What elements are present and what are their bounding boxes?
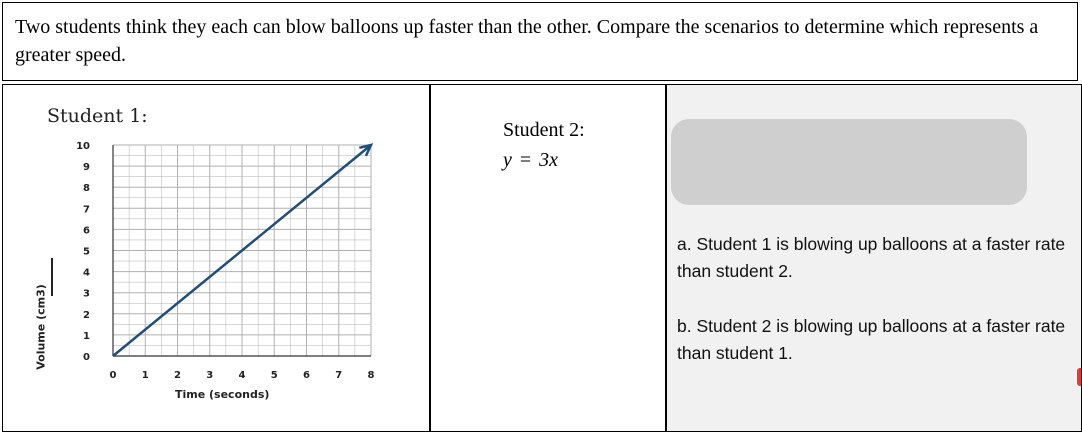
x-tick-label: 1 <box>141 370 149 381</box>
scenario-table-row <box>2 84 1082 432</box>
x-tick-label: 3 <box>206 370 214 381</box>
edge-marker <box>1077 368 1081 386</box>
y-tick-label: 3 <box>83 288 90 300</box>
equation-lhs: y <box>503 149 512 171</box>
y-tick-label: 8 <box>83 183 90 195</box>
y-tick-label: 10 <box>76 141 90 152</box>
y-tick-label: 0 <box>83 352 90 363</box>
y-tick-label: 1 <box>83 330 90 342</box>
y-tick-label: 7 <box>83 204 90 216</box>
student1-title: Student 1: <box>47 105 148 127</box>
x-tick-label: 5 <box>270 370 278 381</box>
x-tick-label: 2 <box>174 370 181 381</box>
x-tick-label: 6 <box>303 370 310 381</box>
y-tick-label: 6 <box>83 225 90 237</box>
student2-title: Student 2: <box>503 119 585 141</box>
x-tick-label: 4 <box>238 370 246 381</box>
student2-equation <box>503 149 558 172</box>
equation-equals: = <box>519 149 532 171</box>
answer-option-b[interactable]: b. Student 2 is blowing up balloons at a faster rate than student 1. <box>677 316 1066 363</box>
y-axis-label: Volume (cm3) <box>34 284 48 370</box>
x-tick-label: 8 <box>367 370 375 381</box>
redacted-region <box>671 119 1027 205</box>
student2-equation-cell <box>431 85 667 431</box>
x-tick-label: 0 <box>109 370 117 381</box>
y-tick-label: 5 <box>83 246 90 258</box>
answer-options-cell <box>667 85 1081 431</box>
y-tick-label: 4 <box>83 267 90 279</box>
x-tick-label: 7 <box>335 370 343 381</box>
question-prompt: Two students think they each can blow balloons up faster than the other. Compare the scenarios to determine which represents a greater speed. <box>2 2 1078 81</box>
student1-line-graph <box>3 85 431 431</box>
x-axis-label: Time (seconds) <box>175 388 270 401</box>
y-tick-label: 2 <box>83 309 90 321</box>
student1-graph-cell <box>3 85 431 431</box>
y-tick-label: 9 <box>83 162 90 174</box>
equation-rhs: 3x <box>539 149 559 171</box>
answer-option-a[interactable]: a. Student 1 is blowing up balloons at a faster rate than student 2. <box>677 234 1066 281</box>
